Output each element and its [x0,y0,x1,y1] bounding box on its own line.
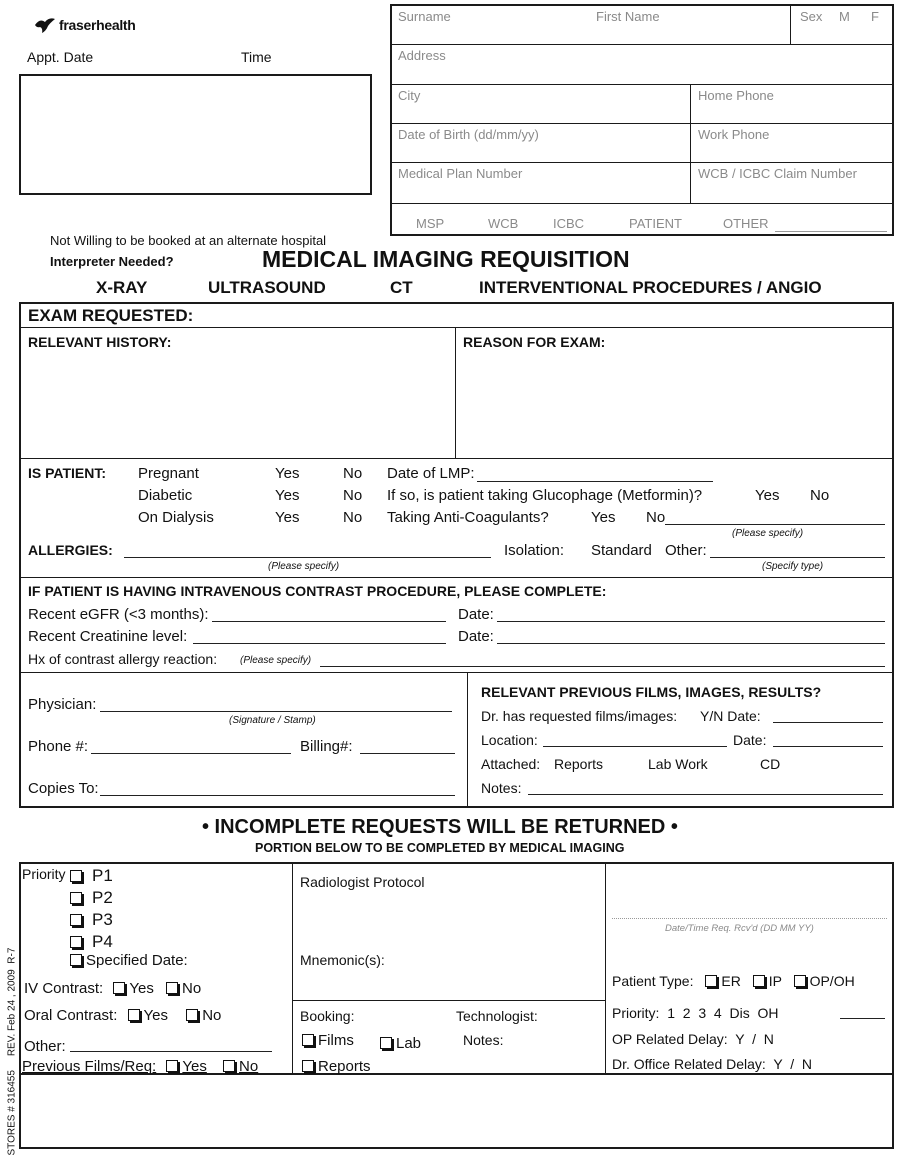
booking-reports[interactable] [302,1058,371,1075]
p1-label: P1 [92,866,113,885]
wcb-claim-field[interactable]: WCB / ICBC Claim Number [698,166,857,181]
anticoag-no[interactable]: No [646,509,666,526]
creatinine-date-input[interactable] [497,643,885,644]
previous-films-heading: RELEVANT PREVIOUS FILMS, IMAGES, RESULTS? [481,684,822,700]
fraserhealth-logo [34,16,136,34]
ip-checkbox[interactable] [753,975,765,987]
booking-label: Booking: [300,1008,355,1024]
anticoag-yes[interactable]: Yes [591,509,616,526]
hx-label: Hx of contrast allergy reaction: [28,651,218,667]
phone-label: Phone #: [28,738,89,755]
egfr-label: Recent eGFR (<3 months): [28,606,209,623]
p1-checkbox[interactable] [70,870,82,882]
appt-time-label: Time [241,49,272,65]
not-willing-label[interactable]: Not Willing to be booked at an alternate hospital [50,233,327,248]
location-label: Location: [481,732,538,748]
diabetic-label: Diabetic [138,487,193,504]
physician-input[interactable] [100,711,452,712]
oral-yes-checkbox[interactable] [128,1009,140,1021]
allergies-label: ALLERGIES: [28,542,113,558]
dialysis-no[interactable]: No [343,509,363,526]
billing-label: Billing#: [300,738,353,755]
pregnant-no[interactable]: No [343,465,363,482]
booking-lab[interactable] [380,1035,421,1052]
prev-films-label: Previous Films/Req: [22,1058,157,1075]
iv-no-label: No [182,980,202,997]
films-label: Films [318,1032,354,1049]
priority-p1[interactable] [70,866,113,886]
appt-box[interactable] [19,74,372,195]
oral-contrast-row [24,1007,221,1024]
patient-type-label: Patient Type: [612,973,694,989]
lab-label: Lab [396,1035,422,1052]
location-date-label: Date: [733,732,767,748]
pregnant-yes[interactable]: Yes [275,465,300,482]
payer-msp[interactable]: MSP [416,216,445,231]
reason-for-exam-label: REASON FOR EXAM: [463,334,606,350]
reason-for-exam-area[interactable] [458,352,891,456]
iv-yes-checkbox[interactable] [113,982,125,994]
oral-contrast-label: Oral Contrast: [24,1007,118,1024]
relevant-history-label: RELEVANT HISTORY: [28,334,172,350]
opoh-label: OP/OH [809,973,855,989]
home-phone-field[interactable]: Home Phone [698,88,774,103]
relevant-history-area[interactable] [22,352,452,456]
patient-type-row [612,973,855,989]
booking-films[interactable] [302,1032,354,1049]
oral-no-checkbox[interactable] [186,1009,198,1021]
egfr-date-input[interactable] [497,621,885,622]
prev-films-yes-label: Yes [182,1058,207,1075]
dialysis-yes[interactable]: Yes [275,509,300,526]
lmp-label: Date of LMP: [387,465,475,482]
logo-text: fraserhealth [59,17,136,33]
specified-date[interactable] [70,952,188,969]
sex-m-option[interactable]: M [839,9,850,24]
prev-films-yes-checkbox[interactable] [166,1060,178,1072]
payer-other[interactable]: OTHER [723,216,769,231]
lab-checkbox[interactable] [380,1037,392,1049]
p4-label: P4 [92,932,113,951]
modality-ct[interactable]: CT [390,278,413,297]
medical-plan-field[interactable]: Medical Plan Number [398,166,523,181]
surname-field[interactable]: Surname [398,9,451,24]
reports-checkbox[interactable] [302,1060,314,1072]
priority-label: Priority [22,866,66,882]
copies-to-input[interactable] [100,795,455,796]
glucophage-label: If so, is patient taking Glucophage (Metformin)? [387,487,703,504]
mi-other-input[interactable] [70,1051,272,1052]
oh-input[interactable] [840,1018,885,1019]
p3-checkbox[interactable] [70,914,82,926]
anticoag-specify-input[interactable] [665,524,885,525]
incomplete-warning: • INCOMPLETE REQUESTS WILL BE RETURNED • [202,816,678,838]
p4-checkbox[interactable] [70,936,82,948]
p2-label: P2 [92,888,113,907]
payer-wcb[interactable]: WCB [488,216,519,231]
modality-ultrasound[interactable]: ULTRASOUND [208,278,326,297]
priority-p2[interactable] [70,888,113,908]
prev-films-row [22,1058,258,1075]
physician-label: Physician: [28,696,97,713]
previous-notes-label: Notes: [481,780,522,796]
mi-other-label: Other: [24,1038,66,1055]
location-date-input[interactable] [773,746,883,747]
side-form-code: STORES # 316455 REV. Feb 24 , 2009 R-7 [6,947,18,1156]
address-field[interactable]: Address [398,48,446,63]
contrast-heading: IF PATIENT IS HAVING INTRAVENOUS CONTRAST PROCEDURE, PLEASE COMPLETE: [28,583,607,599]
dr-delay-row[interactable]: Dr. Office Related Delay: Y / N [612,1056,812,1072]
work-phone-field[interactable]: Work Phone [698,127,770,142]
signature-hint: (Signature / Stamp) [229,715,316,726]
mi-bottom-area[interactable] [22,1077,890,1145]
attached-cd[interactable]: CD [760,756,781,772]
is-patient-label: IS PATIENT: [28,465,107,481]
tech-notes-label: Notes: [463,1032,504,1048]
first-name-field[interactable]: First Name [596,9,660,24]
glucophage-no[interactable]: No [810,487,830,504]
attached-label: Attached: [481,756,541,772]
pregnant-label: Pregnant [138,465,199,482]
oral-yes-label: Yes [143,1007,169,1024]
dialysis-label: On Dialysis [138,509,214,526]
interpreter-label[interactable]: Interpreter Needed? [50,254,174,269]
page-title: MEDICAL IMAGING REQUISITION [262,246,630,272]
mnemonics-label: Mnemonic(s): [300,952,385,968]
payer-icbc[interactable]: ICBC [553,216,585,231]
creatinine-label: Recent Creatinine level: [28,628,188,645]
specify-type-hint: (Specify type) [762,561,824,572]
attached-lab-work[interactable]: Lab Work [648,756,708,772]
op-delay-row[interactable]: OP Related Delay: Y / N [612,1031,774,1047]
portion-below-note: PORTION BELOW TO BE COMPLETED BY MEDICAL IMAGING [255,841,625,855]
er-checkbox[interactable] [705,975,717,987]
payer-patient[interactable]: PATIENT [629,216,682,231]
creatinine-input[interactable] [193,643,446,644]
isolation-standard[interactable]: Standard [591,542,652,559]
p2-checkbox[interactable] [70,892,82,904]
iv-no-checkbox[interactable] [166,982,178,994]
films-requested-label: Dr. has requested films/images: [481,708,678,724]
reports-label: Reports [318,1058,371,1075]
egfr-input[interactable] [212,621,446,622]
egfr-date-label: Date: [458,606,494,623]
priority-p3[interactable] [70,910,113,930]
films-date-input[interactable] [773,722,883,723]
appt-date-label: Appt. Date [27,49,94,65]
prev-films-no-label: No [239,1058,259,1075]
sex-label: Sex [800,9,823,24]
mi-priority-row[interactable]: Priority: 1 2 3 4 Dis OH [612,1005,779,1021]
modality-xray[interactable]: X-RAY [96,278,148,297]
anticoag-specify-hint: (Please specify) [732,528,804,539]
radiologist-protocol-label: Radiologist Protocol [300,874,425,890]
attached-reports[interactable]: Reports [554,756,604,772]
patient-info-box [390,4,894,236]
previous-notes-input[interactable] [528,794,883,795]
modality-interventional[interactable]: INTERVENTIONAL PROCEDURES / ANGIO [479,278,822,297]
anticoag-label: Taking Anti-Coagulants? [387,509,549,526]
allergies-specify-hint: (Please specify) [268,561,340,572]
p3-label: P3 [92,910,113,929]
isolation-label: Isolation: [504,542,565,559]
ip-label: IP [768,973,782,989]
sex-f-option[interactable]: F [871,9,879,24]
oral-no-label: No [202,1007,222,1024]
specified-date-checkbox[interactable] [70,954,82,966]
iv-contrast-label: IV Contrast: [24,980,104,997]
technologist-label: Technologist: [456,1008,538,1024]
opoh-checkbox[interactable] [794,975,806,987]
exam-requested-heading: EXAM REQUESTED: [28,306,194,325]
diabetic-yes[interactable]: Yes [275,487,300,504]
copies-to-label: Copies To: [28,780,99,797]
diabetic-no[interactable]: No [343,487,363,504]
er-label: ER [721,973,741,989]
glucophage-yes[interactable]: Yes [755,487,780,504]
city-field[interactable]: City [398,88,421,103]
specified-date-label: Specified Date: [86,952,188,969]
lmp-input[interactable] [477,481,713,482]
creatinine-date-label: Date: [458,628,494,645]
dob-field[interactable]: Date of Birth (dd/mm/yy) [398,127,539,142]
allergies-input[interactable] [124,557,491,558]
bird-logo-icon [34,16,56,34]
hx-specify-hint: (Please specify) [240,655,312,666]
date-time-received-label[interactable]: Date/Time Req. Rcv'd (DD MM YY) [665,923,814,934]
phone-input[interactable] [91,753,291,754]
priority-p4[interactable] [70,932,113,952]
isolation-other-input[interactable] [710,557,885,558]
billing-input[interactable] [360,753,455,754]
iv-yes-label: Yes [129,980,154,997]
hx-input[interactable] [320,666,885,667]
isolation-other-label: Other: [665,542,707,559]
location-input[interactable] [543,746,727,747]
films-yn-date-label: Y/N Date: [700,708,761,724]
iv-contrast-row [24,980,201,997]
films-checkbox[interactable] [302,1034,314,1046]
prev-films-no-checkbox[interactable] [223,1060,235,1072]
